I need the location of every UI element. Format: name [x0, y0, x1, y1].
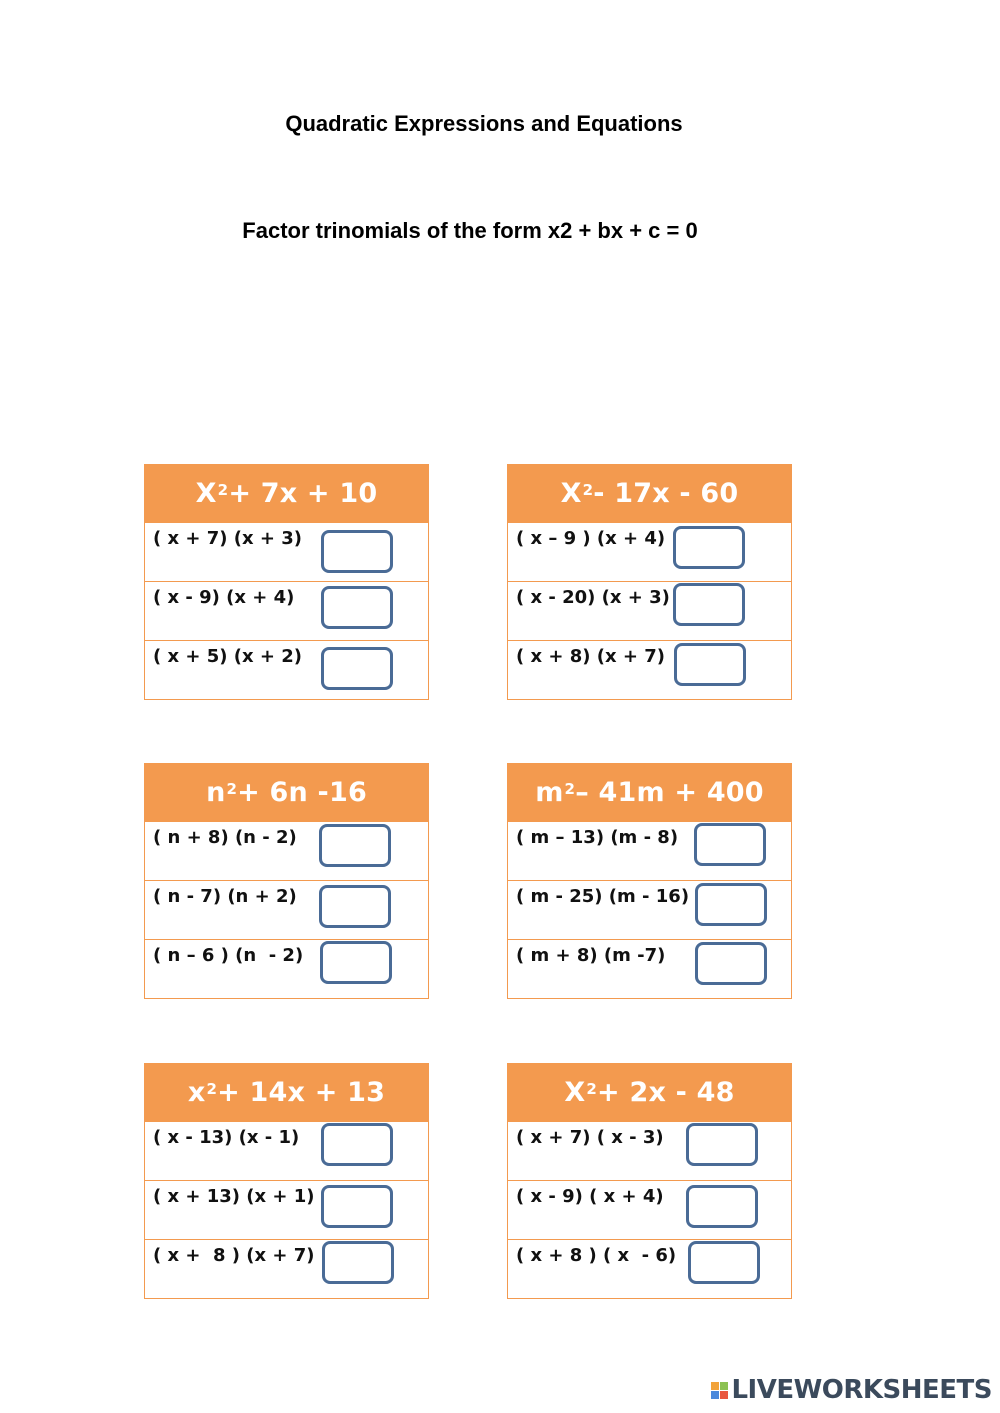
answer-box[interactable]: [686, 1123, 758, 1166]
card-expression: [145, 1064, 428, 1121]
problem-card-5: [144, 1063, 429, 1299]
expression-rest: + 2x - 48: [597, 1077, 735, 1108]
option-label: ( x + 5) (x + 2): [153, 646, 302, 667]
option-row: [508, 939, 791, 998]
option-row: [145, 821, 428, 880]
option-row: [145, 1180, 428, 1239]
answer-box[interactable]: [673, 583, 745, 626]
option-row: [508, 880, 791, 939]
option-label: ( m – 13) (m - 8): [516, 827, 679, 848]
answer-box[interactable]: [674, 643, 746, 686]
page-title: Quadratic Expressions and Equations: [285, 111, 683, 136]
option-label: ( x + 8) (x + 7): [516, 646, 665, 667]
expression-base: X: [195, 478, 217, 509]
option-row: [145, 939, 428, 998]
problem-card-2: [507, 464, 792, 700]
expression-base: m: [535, 777, 564, 808]
expression-base: X: [564, 1077, 586, 1108]
option-label: ( n – 6 ) (n - 2): [153, 945, 304, 966]
option-row: [508, 1239, 791, 1298]
problem-card-3: [144, 763, 429, 999]
option-label: ( x + 13) (x + 1): [153, 1186, 315, 1207]
option-row: [145, 522, 428, 581]
expression-exponent: 2: [226, 779, 238, 798]
answer-box[interactable]: [695, 942, 767, 985]
option-label: ( x - 20) (x + 3): [516, 587, 670, 608]
answer-box[interactable]: [694, 823, 766, 866]
card-expression: [508, 465, 791, 522]
answer-box[interactable]: [319, 885, 391, 928]
option-row: [508, 581, 791, 640]
option-label: ( m + 8) (m -7): [516, 945, 666, 966]
option-row: [145, 880, 428, 939]
expression-base: n: [206, 777, 226, 808]
logo-squares-icon: [711, 1382, 728, 1399]
card-expression: [145, 764, 428, 821]
expression-exponent: 2: [217, 480, 229, 499]
problem-card-6: [507, 1063, 792, 1299]
problem-card-4: [507, 763, 792, 999]
expression-rest: + 14x + 13: [217, 1077, 386, 1108]
option-label: ( m - 25) (m - 16): [516, 886, 690, 907]
answer-box[interactable]: [321, 586, 393, 629]
answer-box[interactable]: [673, 526, 745, 569]
answer-box[interactable]: [695, 883, 767, 926]
answer-box[interactable]: [319, 824, 391, 867]
expression-exponent: 2: [206, 1079, 218, 1098]
option-label: ( x – 9 ) (x + 4): [516, 528, 666, 549]
logo-text: LIVEWORKSHEETS: [731, 1375, 992, 1405]
page-subtitle: Factor trinomials of the form x2 + bx + c = 0: [242, 218, 698, 243]
answer-box[interactable]: [320, 941, 392, 984]
answer-box[interactable]: [686, 1185, 758, 1228]
option-row: [145, 1239, 428, 1298]
option-label: ( x - 9) (x + 4): [153, 587, 295, 608]
option-row: [508, 522, 791, 581]
expression-exponent: 2: [564, 779, 576, 798]
option-label: ( x + 8 ) ( x - 6): [516, 1245, 677, 1266]
expression-rest: – 41m + 400: [575, 777, 764, 808]
option-label: ( n - 7) (n + 2): [153, 886, 297, 907]
option-label: ( x + 7) ( x - 3): [516, 1127, 664, 1148]
option-row: [508, 1180, 791, 1239]
problem-card-1: [144, 464, 429, 700]
option-label: ( x - 9) ( x + 4): [516, 1186, 664, 1207]
answer-box[interactable]: [321, 647, 393, 690]
expression-rest: + 6n -16: [237, 777, 367, 808]
expression-rest: + 7x + 10: [228, 478, 378, 509]
card-expression: [508, 1064, 791, 1121]
expression-exponent: 2: [586, 1079, 598, 1098]
option-label: ( x + 7) (x + 3): [153, 528, 302, 549]
option-row: [145, 581, 428, 640]
expression-base: X: [560, 478, 582, 509]
option-label: ( n + 8) (n - 2): [153, 827, 297, 848]
option-label: ( x - 13) (x - 1): [153, 1127, 300, 1148]
option-row: [508, 640, 791, 699]
expression-base: x: [187, 1077, 206, 1108]
option-row: [508, 821, 791, 880]
answer-box[interactable]: [321, 1185, 393, 1228]
expression-rest: - 17x - 60: [593, 478, 739, 509]
option-row: [145, 640, 428, 699]
answer-box[interactable]: [322, 1241, 394, 1284]
option-row: [508, 1121, 791, 1180]
answer-box[interactable]: [321, 530, 393, 573]
liveworksheets-logo: [711, 1375, 992, 1405]
card-expression: [508, 764, 791, 821]
answer-box[interactable]: [321, 1123, 393, 1166]
expression-exponent: 2: [582, 480, 594, 499]
option-row: [145, 1121, 428, 1180]
option-label: ( x + 8 ) (x + 7): [153, 1245, 315, 1266]
card-expression: [145, 465, 428, 522]
answer-box[interactable]: [688, 1241, 760, 1284]
